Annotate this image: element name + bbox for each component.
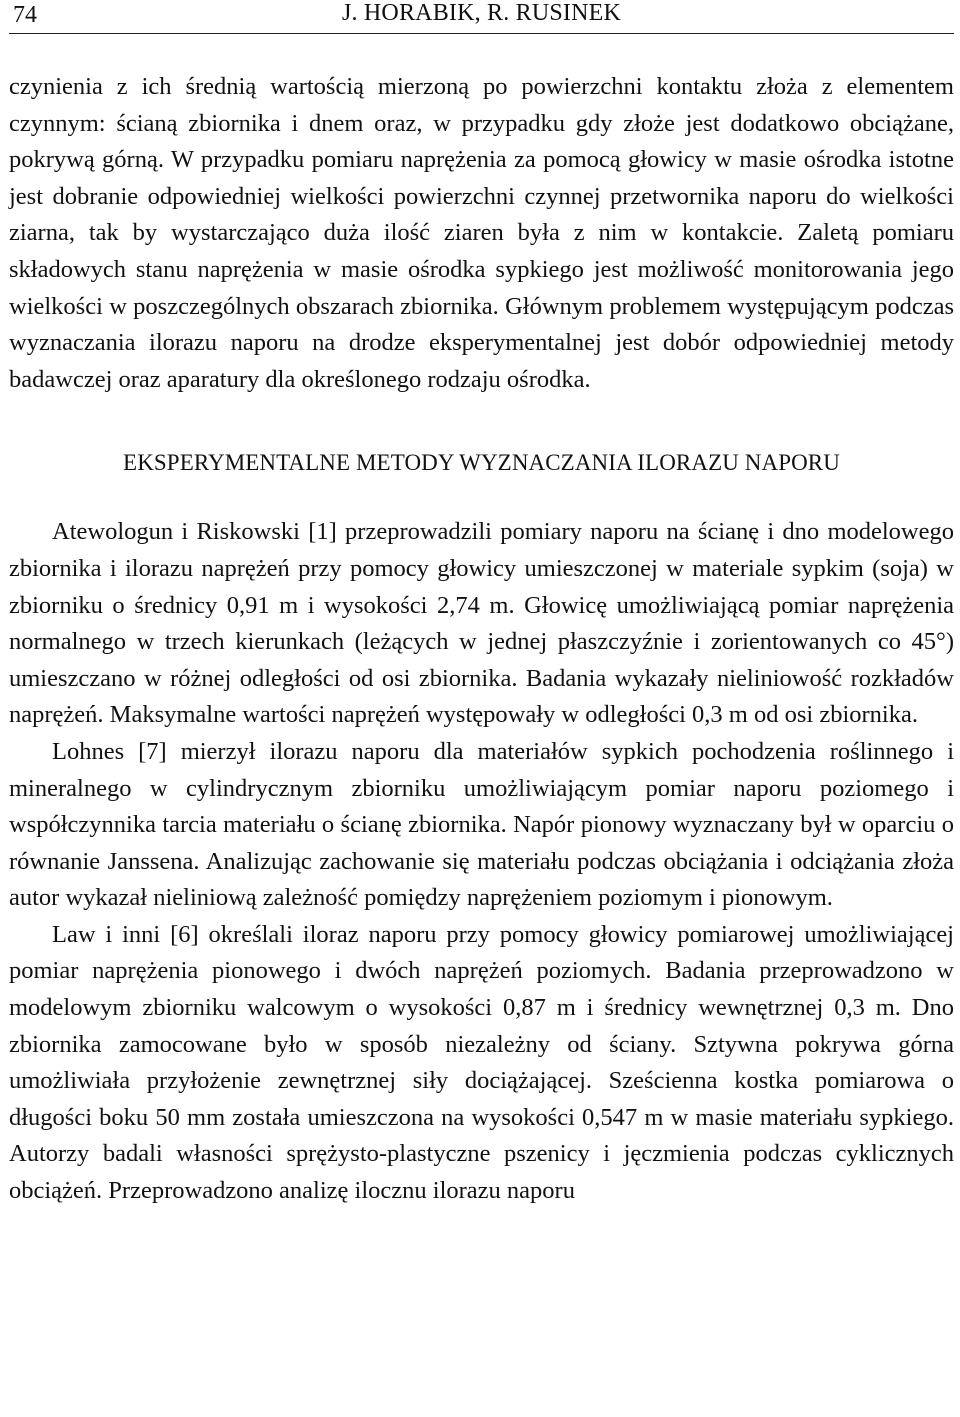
running-title: J. HORABIK, R. RUSINEK	[341, 0, 622, 26]
paragraph-atewologun: Atewologun i Riskowski [1] przeprowadzili pomiary naporu na ścianę i dno modelowego zbiornika i ilorazu naprężeń przy pomocy głowicy umieszczonej w materiale sypkim (soja) w zbiorniku o średnicy 0,91 m i wysokości 2,74 m. Głowicę umożliwiającą pomiar naprężenia normalnego w trzech kierunkach (leżących w jednej płaszczyźnie i zorientowanych co 45°) umieszczano w różnej odległości od osi zbiornika. Badania wykazały nieliniowość rozkładów naprężeń. Maksymalne wartości naprężeń występowały w odległości 0,3 m od osi zbiornika.	[9, 518, 954, 729]
page-number: 74	[13, 2, 37, 28]
paragraph-continuation: czynienia z ich średnią wartością mierzoną po powierzchni kontaktu złoża z elementem czynnym: ścianą zbiornika i dnem oraz, w przypadku gdy złoże jest dodatkowo obciążane, pokrywą górną. W przypadku pomiaru naprężenia za pomocą głowicy w masie ośrodka istotne jest dobranie odpowiedniej wielkości powierzchni czynnej przetwornika naporu do wielkości ziarna, tak by wystarczająco duża ilość ziaren była z nim w kontakcie. Zaletą pomiaru składowych stanu naprężenia w masie ośrodka sypkiego jest możliwość monitorowania jego wielkości w poszczególnych obszarach zbiornika. Głównym problemem występującym podczas wyznaczania ilorazu naporu na drodze eksperymentalnej jest dobór odpowiedniej metody badawczej oraz aparatury dla określonego rodzaju ośrodka.	[9, 73, 954, 393]
section-heading: EKSPERYMENTALNE METODY WYZNACZANIA ILORAZU NAPORU	[123, 450, 840, 476]
running-header	[9, 0, 954, 34]
body-text	[9, 69, 954, 1210]
paragraph-lohnes: Lohnes [7] mierzył ilorazu naporu dla materiałów sypkich pochodzenia roślinnego i mineralnego w cylindrycznym zbiorniku umożliwiającym pomiar naporu poziomego i współczynnika tarcia materiału o ścianę zbiornika. Napór pionowy wyznaczany był w oparciu o równanie Janssena. Analizując zachowanie się materiału podczas obciążania i odciążania złoża autor wykazał nieliniową zależność pomiędzy naprężeniem poziomym i pionowym.	[9, 737, 954, 912]
paragraph-law: Law i inni [6] określali iloraz naporu przy pomocy głowicy pomiarowej umożliwiającej pomiar naprężenia pionowego i dwóch naprężeń poziomych. Badania przeprowadzono w modelowym zbiorniku walcowym o wysokości 0,87 m i średnicy wewnętrznej 0,3 m. Dno zbiornika zamocowane było w sposób niezależny od ściany. Sztywna pokrywa górna umożliwiała przyłożenie zewnętrznej siły dociążającej. Sześcienna kostka pomiarowa o długości boku 50 mm została umieszczona na wysokości 0,547 m w masie materiału sypkiego. Autorzy badali własności sprężysto-plastyczne pszenicy i jęczmienia podczas cyklicznych obciążeń. Przeprowadzono analizę ilocznu ilorazu naporu	[9, 920, 954, 1205]
